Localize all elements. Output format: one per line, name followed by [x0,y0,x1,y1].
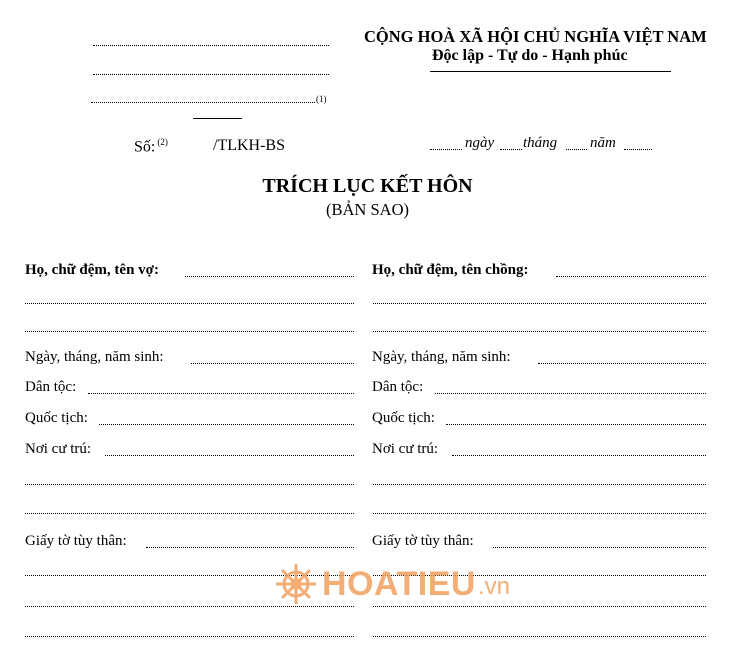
agency-line-3 [91,102,315,103]
wife-ethnicity-label: Dân tộc: [25,379,77,395]
so-label [134,137,168,156]
husband-residence-label: Nơi cư trú: [372,441,439,457]
wife-name-line-3 [25,331,354,332]
wife-residence-label: Nơi cư trú: [25,441,92,457]
watermark-suffix: .vn [477,573,510,600]
husband-id-field [493,547,706,548]
place-dots [430,149,462,150]
wife-id-label: Giấy tờ tùy thân: [25,533,127,549]
wife-residence-line-3 [25,513,354,514]
year-label: năm [590,135,616,151]
husband-ethnicity-label: Dân tộc: [372,379,424,395]
note-ref-1: (1) [316,94,327,104]
watermark-brand: HOATIEU [322,564,476,603]
day-dots [500,149,522,150]
wife-dob-field [191,363,354,364]
husband-residence-field [452,455,706,456]
month-label: tháng [523,135,558,151]
agency-underline [193,118,242,119]
husband-ethnicity-field [435,393,706,394]
husband-residence-line-2 [373,484,706,485]
country-name: CỘNG HOÀ XÃ HỘI CHỦ NGHĨA VIỆT NAM [364,27,707,46]
wife-id-field [146,547,354,548]
watermark [274,562,510,606]
so-note: (2) [157,137,168,147]
husband-id-label: Giấy tờ tùy thân: [372,533,474,549]
year-dots [624,149,652,150]
ship-wheel-icon [274,562,318,606]
motto-underline [430,71,671,72]
wife-nationality-field [99,424,354,425]
husband-nationality-label: Quốc tịch: [372,410,435,426]
document-title: TRÍCH LỤC KẾT HÔN [262,175,473,197]
husband-name-label: Họ, chữ đệm, tên chồng: [372,262,529,278]
wife-name-label: Họ, chữ đệm, tên vợ: [25,262,159,278]
motto: Độc lập - Tự do - Hạnh phúc [432,47,628,64]
document-code: /TLKH-BS [213,137,285,154]
husband-dob-label: Ngày, tháng, năm sinh: [372,349,511,365]
day-label: ngày [465,135,495,151]
so-label-text: Số: [134,138,156,156]
husband-dob-field [538,363,706,364]
wife-residence-line-2 [25,484,354,485]
husband-id-line-3 [373,606,706,607]
husband-nationality-field [446,424,706,425]
husband-name-line-3 [373,331,706,332]
month-dots [566,149,587,150]
wife-residence-field [105,455,354,456]
wife-ethnicity-field [88,393,354,394]
document-subtitle: (BẢN SAO) [326,200,409,219]
wife-nationality-label: Quốc tịch: [25,410,88,426]
wife-id-line-3 [25,606,354,607]
wife-dob-label: Ngày, tháng, năm sinh: [25,349,164,365]
husband-name-field [556,276,706,277]
husband-residence-line-3 [373,513,706,514]
wife-name-line-2 [25,303,354,304]
husband-id-line-4 [373,636,706,637]
agency-line-2 [93,74,329,75]
wife-id-line-4 [25,636,354,637]
husband-name-line-2 [373,303,706,304]
wife-name-field [185,276,354,277]
agency-line-1 [93,45,329,46]
